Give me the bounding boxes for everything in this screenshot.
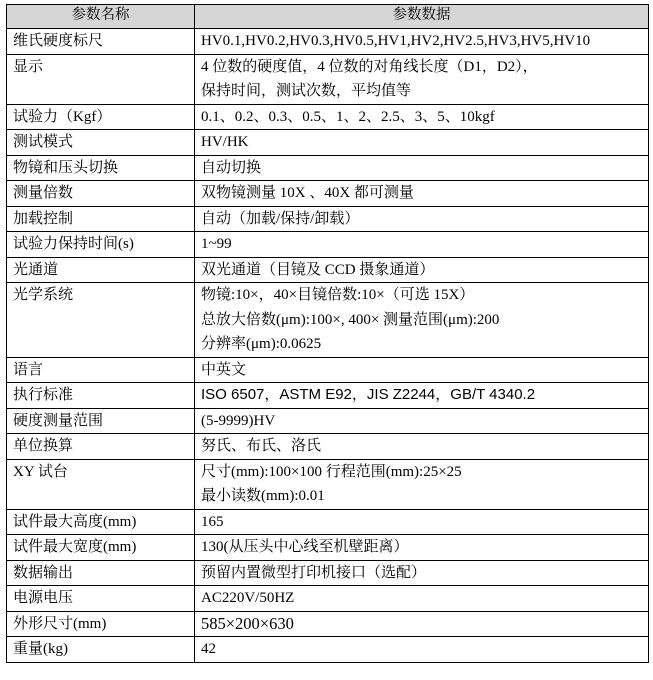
param-name: 外形尺寸(mm) xyxy=(7,611,195,637)
param-value: HV0.1,HV0.2,HV0.3,HV0.5,HV1,HV2,HV2.5,HV3,HV5,HV10 xyxy=(195,29,649,55)
param-value: 物镜:10×，40×目镜倍数:10×（可选 15X） 总放大倍数(μm):100×, 400× 测量范围(μm):200 分辨率(μm):0.0625 xyxy=(195,283,649,358)
table-row xyxy=(7,357,649,383)
param-value: 42 xyxy=(195,637,649,663)
param-value: HV/HK xyxy=(195,130,649,156)
table-row xyxy=(7,637,649,663)
table-row xyxy=(7,459,649,509)
param-value: 130(从压头中心线至机壁距离） xyxy=(195,535,649,561)
spec-table xyxy=(6,4,649,663)
param-name: 单位换算 xyxy=(7,434,195,460)
param-name: 维氏硬度标尺 xyxy=(7,29,195,55)
header-param-name: 参数名称 xyxy=(7,5,195,29)
table-row xyxy=(7,408,649,434)
param-name: 试件最大宽度(mm) xyxy=(7,535,195,561)
table-row xyxy=(7,104,649,130)
param-name: 显示 xyxy=(7,54,195,104)
param-value: 双光通道（目镜及 CCD 摄象通道） xyxy=(195,257,649,283)
param-value: 自动切换 xyxy=(195,155,649,181)
table-row xyxy=(7,283,649,358)
header-row xyxy=(7,5,649,29)
table-row xyxy=(7,611,649,637)
param-name: 加载控制 xyxy=(7,206,195,232)
param-value: 双物镜测量 10X 、40X 都可测量 xyxy=(195,181,649,207)
table-row xyxy=(7,181,649,207)
param-value: 585×200×630 xyxy=(195,611,649,637)
param-name: 试验力保持时间(s) xyxy=(7,232,195,258)
param-value: ISO 6507，ASTM E92，JIS Z2244，GB/T 4340.2 xyxy=(195,383,649,409)
table-row xyxy=(7,257,649,283)
param-name: 测试模式 xyxy=(7,130,195,156)
param-name: 物镜和压头切换 xyxy=(7,155,195,181)
table-row xyxy=(7,535,649,561)
param-value: 中英文 xyxy=(195,357,649,383)
param-name: 数据输出 xyxy=(7,560,195,586)
param-name: 语言 xyxy=(7,357,195,383)
param-name: XY 试台 xyxy=(7,459,195,509)
param-name: 试件最大高度(mm) xyxy=(7,509,195,535)
param-name: 光学系统 xyxy=(7,283,195,358)
table-row xyxy=(7,434,649,460)
table-row xyxy=(7,29,649,55)
param-value: 4 位数的硬度值，4 位数的对角线长度（D1，D2）， 保持时间，测试次数，平均值等 xyxy=(195,54,649,104)
param-value: (5-9999)HV xyxy=(195,408,649,434)
param-value: AC220V/50HZ xyxy=(195,586,649,612)
table-row xyxy=(7,232,649,258)
param-value: 165 xyxy=(195,509,649,535)
param-name: 电源电压 xyxy=(7,586,195,612)
param-value: 0.1、0.2、0.3、0.5、1、2、2.5、3、5、10kgf xyxy=(195,104,649,130)
header-param-data: 参数数据 xyxy=(195,5,649,29)
param-name: 硬度测量范围 xyxy=(7,408,195,434)
param-name: 重量(kg) xyxy=(7,637,195,663)
param-name: 测量倍数 xyxy=(7,181,195,207)
table-row xyxy=(7,383,649,409)
table-row xyxy=(7,54,649,104)
param-value: 自动（加载/保持/卸载） xyxy=(195,206,649,232)
param-value: 尺寸(mm):100×100 行程范围(mm):25×25 最小读数(mm):0.01 xyxy=(195,459,649,509)
param-value: 努氏、布氏、洛氏 xyxy=(195,434,649,460)
table-row xyxy=(7,130,649,156)
param-name: 执行标准 xyxy=(7,383,195,409)
param-name: 试验力（Kgf） xyxy=(7,104,195,130)
param-value: 1~99 xyxy=(195,232,649,258)
param-name: 光通道 xyxy=(7,257,195,283)
table-row xyxy=(7,206,649,232)
table-row xyxy=(7,509,649,535)
table-row xyxy=(7,155,649,181)
table-row xyxy=(7,586,649,612)
table-row xyxy=(7,560,649,586)
param-value: 预留内置微型打印机接口（选配） xyxy=(195,560,649,586)
